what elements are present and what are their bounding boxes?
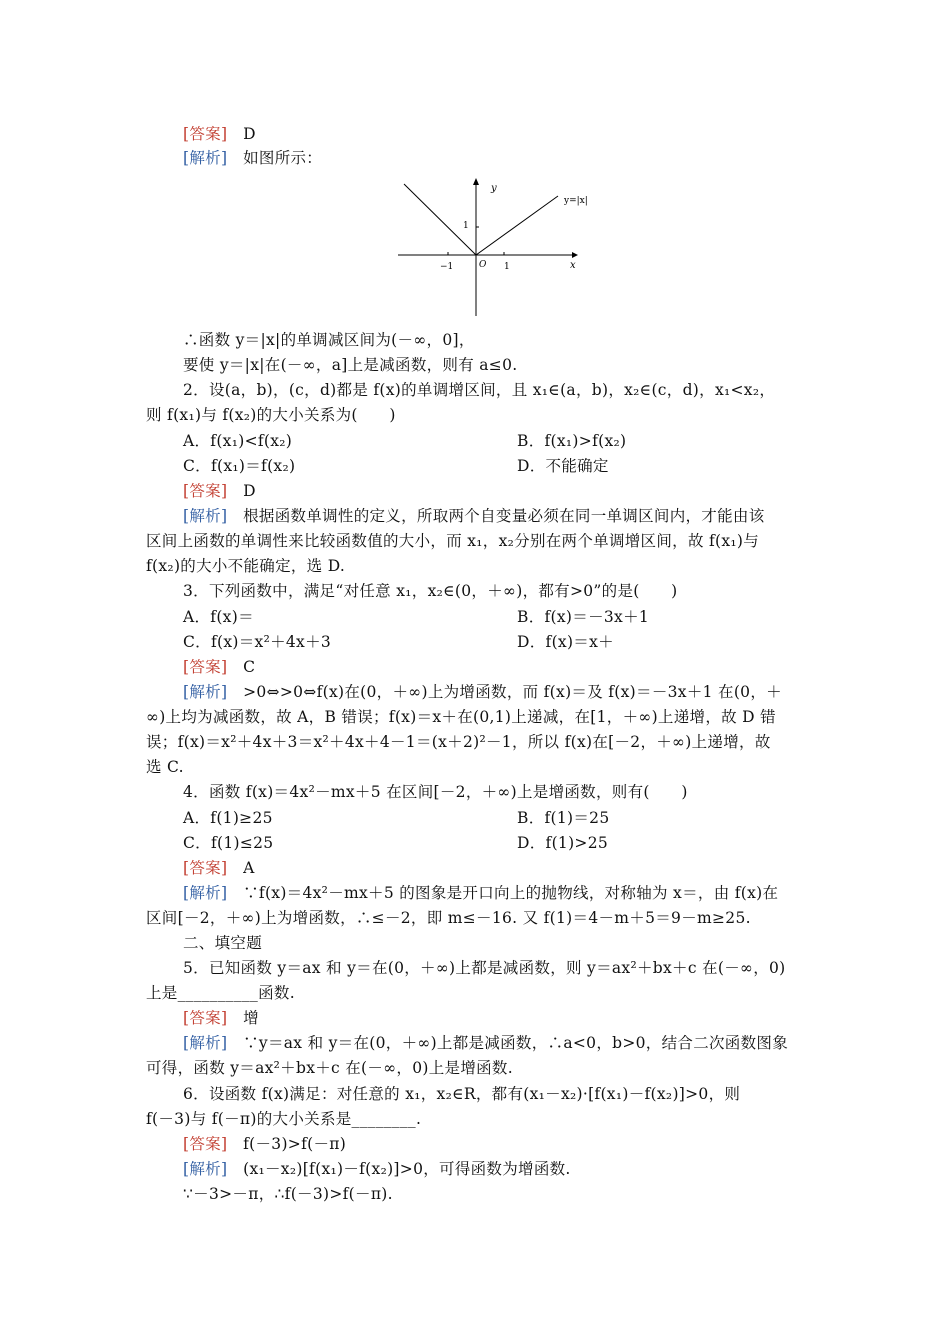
block1-line-a: ∴函数 y＝|x|的单调减区间为(－∞，0]， — [183, 331, 475, 349]
q6-analysis-2: ∵－3>－π，∴f(－3)>f(－π). — [183, 1185, 393, 1203]
answer-tag: [答案] — [183, 658, 228, 676]
q6-analysis-1 — [183, 1159, 571, 1179]
q2-answer — [183, 481, 256, 501]
curve-label: y=|x| — [564, 196, 588, 206]
q6-stem-1: 6．设函数 f(x)满足：对任意的 x₁，x₂∈R，都有(x₁－x₂)·[f(x₁)－f(x₂)]>0，则 — [183, 1085, 741, 1103]
answer-line-1 — [183, 124, 256, 144]
q4-option-c: C．f(1)≤25 — [183, 834, 274, 852]
q2-option-b: B．f(x₁)>f(x₂) — [517, 432, 627, 450]
q4-option-a: A．f(1)≥25 — [183, 809, 273, 827]
answer-tag: [答案] — [183, 125, 228, 143]
analysis-text: ∵f(x)＝4x²－mx＋5 的图象是开口向上的抛物线，对称轴为 x＝，由 f(x)在 — [243, 884, 779, 902]
q3-option-c: C．f(x)＝x²＋4x＋3 — [183, 633, 332, 651]
q6-stem-2: f(－3)与 f(－π)的大小关系是________. — [146, 1110, 422, 1128]
q2-analysis-1 — [183, 506, 765, 526]
analysis-text: 如图所示： — [243, 149, 323, 167]
analysis-tag: [解析] — [183, 884, 228, 902]
q4-stem: 4．函数 f(x)＝4x²－mx＋5 在区间[－2，＋∞)上是增函数，则有( ) — [183, 783, 688, 801]
answer-tag: [答案] — [183, 482, 228, 500]
analysis-text: (x₁－x₂)[f(x₁)－f(x₂)]>0，可得函数为增函数. — [243, 1160, 571, 1178]
q6-answer — [183, 1134, 346, 1154]
y-axis-label: y — [491, 183, 497, 194]
analysis-text: 根据函数单调性的定义，所取两个自变量必须在同一单调区间内，才能由该 — [243, 507, 765, 525]
q4-analysis-2: 区间[－2，＋∞)上为增函数，∴≤－2，即 m≤－16. 又 f(1)＝4－m＋5＝9－m≥25. — [146, 909, 751, 927]
q2-analysis-2: 区间上函数的单调性来比较函数值的大小，而 x₁，x₂分别在两个单调增区间，故 f(x₁)与 — [146, 532, 760, 550]
q3-analysis-3: 误；f(x)＝x²＋4x＋3＝x²＋4x＋4－1＝(x＋2)²－1，所以 f(x)在[－2，＋∞)上递增，故 — [146, 733, 771, 751]
answer-tag: [答案] — [183, 1009, 228, 1027]
answer-value: 增 — [243, 1009, 259, 1027]
analysis-tag: [解析] — [183, 149, 228, 167]
answer-value: D — [243, 482, 256, 500]
x-axis-label: x — [570, 260, 576, 271]
answer-tag: [答案] — [183, 1135, 228, 1153]
q3-analysis-1 — [183, 682, 782, 702]
q3-analysis-4: 选 C. — [146, 758, 184, 776]
answer-value: D — [243, 125, 256, 143]
tick-label-x1: 1 — [504, 262, 510, 272]
q2-stem-2: 则 f(x₁)与 f(x₂)的大小关系为( ) — [146, 406, 396, 424]
x-axis-arrow — [572, 252, 578, 258]
analysis-tag: [解析] — [183, 683, 228, 701]
tick-label-neg1: −1 — [440, 262, 454, 272]
tick-label-y1: 1 — [463, 221, 469, 231]
analysis-text: >0⇔>0⇔f(x)在(0，＋∞)上为增函数，而 f(x)＝及 f(x)＝－3x＋1 在(0，＋ — [243, 683, 782, 701]
q5-stem-1: 5．已知函数 y＝ax 和 y＝在(0，＋∞)上都是减函数，则 y＝ax²＋bx＋c 在(－∞，0) — [183, 959, 786, 977]
q2-option-d: D．不能确定 — [517, 457, 609, 475]
abs-value-graph — [396, 176, 588, 318]
answer-value: f(－3)>f(－π) — [243, 1135, 347, 1153]
q3-option-a: A．f(x)＝ — [183, 608, 254, 626]
analysis-tag: [解析] — [183, 1034, 228, 1052]
analysis-line-1 — [183, 148, 322, 168]
q4-option-d: D．f(1)>25 — [517, 834, 609, 852]
q2-option-c: C．f(x₁)＝f(x₂) — [183, 457, 296, 475]
q4-answer — [183, 858, 255, 878]
q2-stem-1: 2．设(a，b)，(c，d)都是 f(x)的单调增区间，且 x₁∈(a，b)，x₂∈(c，d)，x₁<x₂， — [183, 381, 776, 399]
answer-value: A — [243, 859, 255, 877]
section-heading-fill-blank: 二、填空题 — [183, 934, 263, 952]
analysis-tag: [解析] — [183, 1160, 228, 1178]
analysis-text: ∵y＝ax 和 y＝在(0，＋∞)上都是减函数，∴a<0，b>0，结合二次函数图象 — [243, 1034, 788, 1052]
graph-right-branch — [476, 196, 558, 255]
answer-value: C — [243, 658, 256, 676]
q3-option-b: B．f(x)＝－3x＋1 — [517, 608, 650, 626]
origin-label: O — [479, 260, 487, 270]
y-axis-arrow — [473, 178, 479, 185]
q2-analysis-3: f(x₂)的大小不能确定，选 D. — [146, 557, 346, 575]
q4-option-b: B．f(1)＝25 — [517, 809, 610, 827]
answer-tag: [答案] — [183, 859, 228, 877]
q5-stem-2: 上是__________函数. — [146, 984, 295, 1002]
q5-analysis-1 — [183, 1033, 788, 1053]
analysis-tag: [解析] — [183, 507, 228, 525]
q3-analysis-2: ∞)上均为减函数，故 A，B 错误；f(x)＝x＋在(0,1)上递减，在[1，＋∞)上递增，故 D 错 — [146, 708, 776, 726]
q2-option-a: A．f(x₁)<f(x₂) — [183, 432, 293, 450]
q5-answer — [183, 1008, 259, 1028]
graph-left-branch — [404, 184, 476, 255]
q3-answer — [183, 657, 255, 677]
q3-stem: 3．下列函数中，满足“对任意 x₁，x₂∈(0，＋∞)，都有>0”的是( ) — [183, 582, 678, 600]
block1-line-b: 要使 y＝|x|在(－∞，a]上是减函数，则有 a≤0. — [183, 356, 518, 374]
q3-option-d: D．f(x)＝x＋ — [517, 633, 614, 651]
q5-analysis-2: 可得，函数 y＝ax²＋bx＋c 在(－∞，0)上是增函数. — [146, 1059, 513, 1077]
q4-analysis-1 — [183, 883, 778, 903]
